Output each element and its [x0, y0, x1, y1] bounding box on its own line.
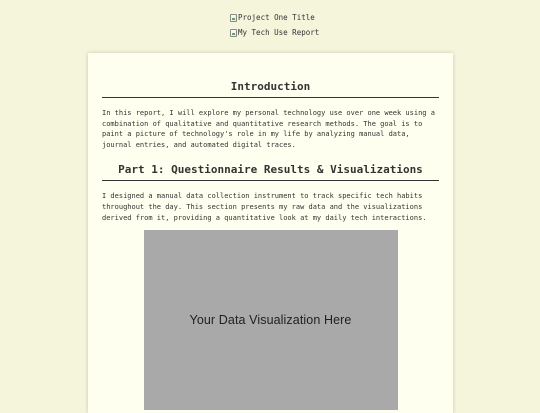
broken-image-icon	[230, 29, 237, 37]
introduction-paragraph: In this report, I will explore my personal technology use over one week using a combination of qualitative and quantitative research methods. The goal is to paint a picture of technology's role in my life by analyzing manual data, journal entries, and automated digital traces.	[102, 109, 435, 149]
part1-heading: Part 1: Questionnaire Results & Visualizations	[102, 163, 439, 181]
data-visualization-placeholder	[144, 230, 398, 410]
project-title-image	[230, 13, 315, 23]
report-subtitle-image-alt: My Tech Use Report	[238, 28, 320, 37]
part1-paragraph: I designed a manual data collection instrument to track specific tech habits throughout the day. This section presents my raw data and the visualizations derived from it, providing a quantitative look at my daily tech interactions.	[102, 192, 427, 222]
report-subtitle-image	[230, 28, 319, 38]
report-content-card	[88, 53, 453, 413]
visualization-placeholder-label: Your Data Visualization Here	[189, 313, 352, 328]
introduction-heading: Introduction	[102, 80, 439, 98]
project-title-image-alt: Project One Title	[238, 13, 315, 22]
broken-image-icon	[230, 14, 237, 22]
